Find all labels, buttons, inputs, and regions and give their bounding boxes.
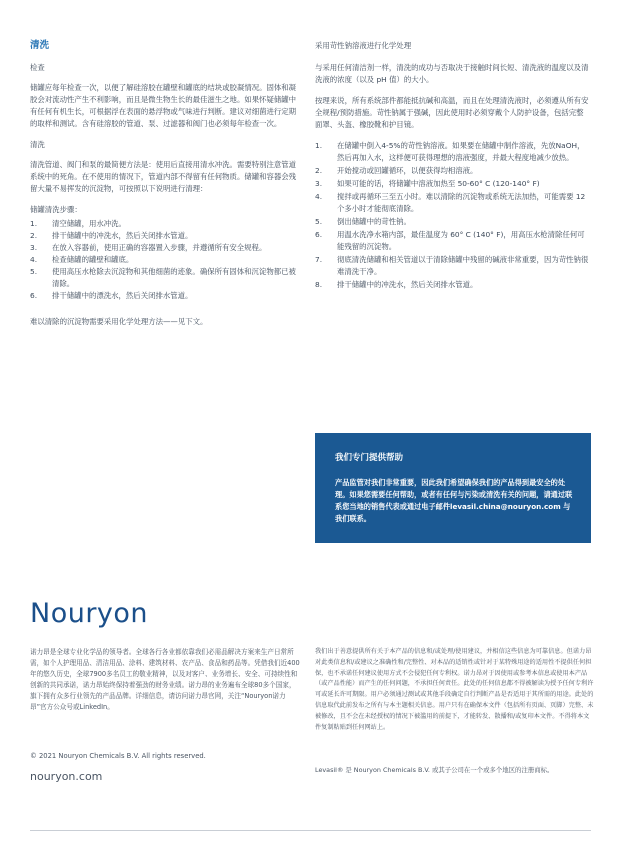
chemical-treatment-note: 难以清除的沉淀物需要采用化学处理方法——见下文。: [30, 317, 208, 326]
list-item: 3. 在放入容器前，使用正确的容器置入步骤，并遵循所有安全规程。: [30, 243, 267, 252]
list-item: 2. 开始搅动或回罐循环，以便获得均相溶液。: [315, 166, 478, 175]
help-body: 产品监管对我们非常重要，因此我们希望确保我们的产品得到最安全的处理。如果您需要任何帮助，或者有任何与污染或清洗有关的问题，请通过联系您当地的销售代表或通过电子邮件levasil.china@nouryon.com 与我们联系。: [335, 478, 573, 523]
chemical-treatment-title: 采用苛性钠溶液进行化学处理: [315, 41, 412, 50]
list-item: 4. 检查储罐的罐壁和罐底。: [30, 255, 134, 264]
website-link[interactable]: nouryon.com: [30, 770, 103, 783]
trademark-notice: Levasil® 是 Nouryon Chemicals B.V. 或其子公司在一个或多个地区的注册商标。: [315, 766, 554, 774]
chemical-intro-paragraph-1: 与采用任何清洁剂一样，清洗的成功与否取决于接触时间长短、清洗液的温度以及清洗液的浓度（以及 pH 值）的大小。: [315, 63, 589, 84]
disclaimer: 我们出于善意提供所有关于本产品的信息和/或处理/使用建议，并相信这些信息为可靠信息。但诺力昂对此类信息和/或建议之准确性和/完整性、对本品的适销性或针对于某特殊用途的适用性不提供任何担保，也不承诺任何建议使用方式不会侵犯任何专利权。诺力昂对于因使用或参考本信息或使用本产品（或产品性能）而产生的任何问题，不承担任何责任。此处的任何信息都不得被解读为授予任何专利许可或延长许可期限。用户必须通过测试或其他手段确定自行判断产品是否适用于其所需的用途。此处的信息取代此前发布之所有与本主题相关信息。用户只有在确保本文件（包括所有页面、页脚）完整、未被修改，且不会在未经授权的情况下被滥用的前提下，才能转发、散播和/或复印本文件。不得将本文件复制粘贴到任何网站上。: [315, 648, 594, 731]
list-item: 8. 排干储罐中的冲洗水，然后关闭排水管道。: [315, 280, 478, 289]
list-item: 2. 排干储罐中的冲洗水，然后关闭排水管道。: [30, 231, 193, 240]
chemical-treatment-column: [315, 40, 590, 300]
company-about: 诺力昂是全球专业化学品的领导者。全球各行各业都依靠我们必需品解决方案来生产日常所需，如个人护理用品、清洁用品、涂料、建筑材料、农产品、食品和药品等。凭借我们近400年的悠久历史，全球7900多名员工的敬业精神，以及对客户、业务增长、安全、可持续性和创新的共同承诺，诺力昂始终保持着强劲的财务业绩。诺力昂的业务遍布全球80多个国家，旗下拥有众多行业领先的产品品牌。详细信息，请访问诺力昂官网，关注“Nouryon诺力昂”官方公众号或LinkedIn。: [30, 648, 300, 711]
cleaning-column: [30, 40, 300, 337]
tank-steps-list: [30, 218, 300, 302]
list-item: 6. 排干储罐中的漂洗水，然后关闭排水管道。: [30, 291, 193, 300]
list-item: 6. 用温水洗净水箱内部，最佳温度为 60° C (140° F)，用高压水枪清除任何可能残留的沉淀物。: [315, 230, 585, 251]
copyright: © 2021 Nouryon Chemicals B.V. All rights reserved.: [30, 752, 206, 760]
list-item: 5. 倒出储罐中的苛性钠。: [315, 217, 411, 226]
inspect-paragraph: 储罐应每年检查一次，以便了解硅溶胶在罐壁和罐底的结块或胶凝情况。固体和凝胶会对流动性产生不利影响，而且是微生物生长的最佳滋生之地。如果怀疑储罐中有任何有机生长，可根据浮在表面的悬浮物或气味进行判断。建议对细菌进行定期的取样和测试。含有硅溶胶的管道、泵、过滤器和阀门也必须每年检查一次。: [30, 83, 297, 128]
footer-divider: [30, 830, 591, 831]
cleaning-title: 清洗: [30, 40, 50, 51]
list-item: 7. 彻底清洗储罐和相关管道以于清除储罐中残留的碱液非常重要，因为苛性钠很难清洗干净。: [315, 255, 589, 276]
inspect-heading: 检查: [30, 63, 45, 72]
chemical-intro-paragraph-2: 按理来说，所有系统部件都能抵抗碱和高温，而且在处理清洗液时，必须遵从所有安全规程/预防措施。苛性钠属于强碱，因此使用时必须穿戴个人防护设备，包括完整面罩、头盔、橡胶靴和护目镜。: [315, 96, 589, 129]
tank-steps-heading: 储罐清洗步骤：: [30, 205, 82, 214]
list-item: 5. 使用高压水枪除去沉淀物和其他细菌的迹象。确保所有固体和沉淀物都已被清除。: [30, 267, 296, 288]
list-item: 1. 清空储罐，用水冲洗。: [30, 219, 126, 228]
nouryon-logo: Nouryon: [30, 598, 149, 629]
list-item: 4. 搅拌或再循环三至五小时。难以清除的沉淀物或系统无法加热，可能需要 12 个多小时才能彻底清除。: [315, 192, 586, 213]
help-callout-box: [315, 433, 591, 543]
list-item: 3. 如果可能的话，将储罐中溶液加热至 50-60° C (120-140° F): [315, 179, 540, 188]
clean-paragraph: 清洗管道、阀门和泵的最简便方法是：使用后直接用清水冲洗。需要特别注意管道系统中的死角。在不使用的情况下，管道内部不得留有任何物质。储罐和容器会残留大量不易挥发的沉淀物，可按照以下说明进行清理：: [30, 160, 297, 193]
chemical-steps-list: [315, 140, 590, 291]
clean-heading: 清洗: [30, 140, 45, 149]
list-item: 1. 在储罐中倒入4-5%的苛性钠溶液。如果要在储罐中制作溶液，先放NaOH，然后再加入水，这样便可获得理想的溶液强度，并最大程度地减少放热。: [315, 141, 585, 162]
help-title: 我们专门提供帮助: [335, 453, 404, 463]
